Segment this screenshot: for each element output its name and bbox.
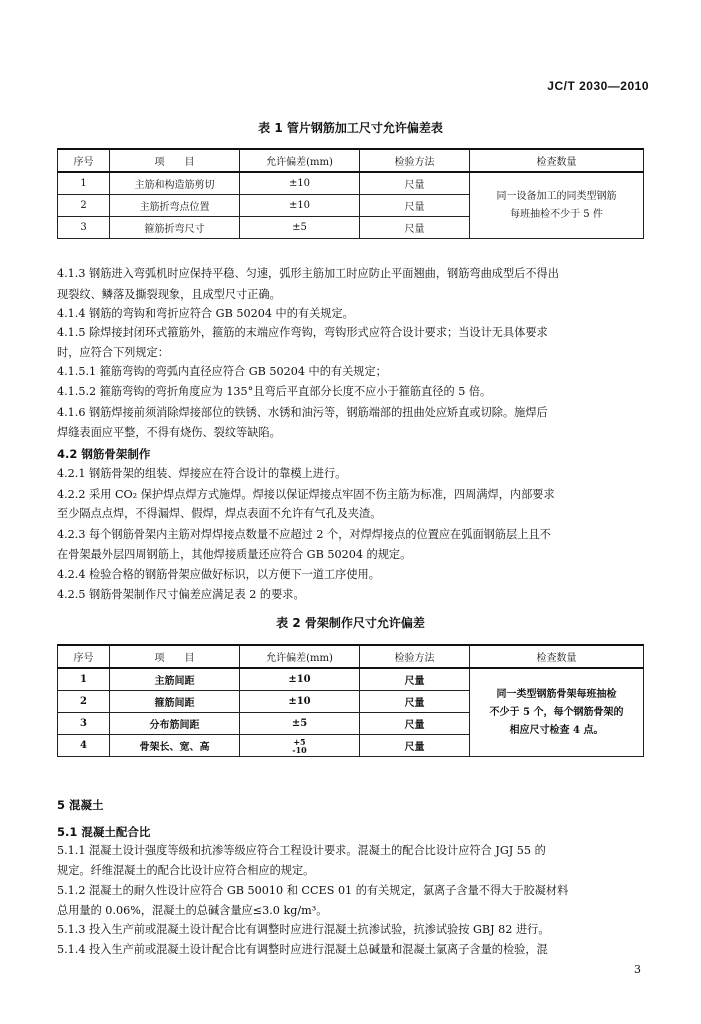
paragraph-line: 4.2.2 采用 CO₂ 保护焊点焊方式施焊。焊接以保证焊接点牢固不伤主筋为标准，四周满焊，内部要求	[57, 488, 555, 501]
paragraph-line: 规定。纤维混凝土的配合比设计应符合相应的规定。	[57, 864, 315, 877]
inspection-note-line: 不少于 5 个，每个钢筋骨架的	[489, 706, 624, 718]
paragraph-line: 4.1.5.2 箍筋弯钩的弯折角度应为 135°且弯后平直部分长度不应小于箍筋直径的 5 倍。	[57, 385, 492, 398]
paragraph-line: 4.1.4 钢筋的弯钩和弯折应符合 GB 50204 中的有关规定。	[57, 307, 354, 320]
paragraph-line: 至少隔点点焊，不得漏焊、假焊，焊点表面不允许有气孔及夹渣。	[57, 507, 382, 520]
tolerance-cell	[240, 735, 360, 757]
table2-header-row	[58, 645, 644, 668]
table-cell: ±10	[240, 172, 360, 195]
table-cell: 分布筋间距	[110, 713, 240, 735]
inspection-note-line: 同一设备加工的同类型钢筋	[496, 190, 617, 202]
paragraph-line: 4.1.5 除焊接封闭环式箍筋外，箍筋的末端应作弯钩，弯钩形式应符合设计要求；当设计无具体要求	[57, 326, 548, 339]
paragraph-line: 5.1.3 投入生产前或混凝土设计配合比有调整时应进行混凝土抗渗试验，抗渗试验按 GBJ 82 进行。	[57, 923, 550, 936]
table-cell: 1	[58, 668, 110, 691]
paragraph-line: 总用量的 0.06%，混凝土的总碱含量应≤3.0 kg/m³。	[57, 904, 328, 917]
paragraph-line: 4.1.3 钢筋进入弯弧机时应保持平稳、匀速，弧形主筋加工时应防止平面翘曲，钢筋弯曲成型后不得出	[57, 267, 559, 280]
table1-header-row	[58, 149, 644, 172]
paragraph-line: 4.1.5.1 箍筋弯钩的弯弧内直径应符合 GB 50204 中的有关规定；	[57, 365, 387, 378]
table-row	[58, 172, 644, 195]
paragraph-line: 5.1.2 混凝土的耐久性设计应符合 GB 50010 和 CCES 01 的有关规定，氯离子含量不得大于胶凝材料	[57, 884, 569, 897]
table-cell: 4	[58, 735, 110, 757]
paragraph-line: 现裂纹、鳞落及撕裂现象，且成型尺寸正确。	[57, 288, 281, 301]
table-cell: 尺量	[360, 713, 470, 735]
table-cell: ±10	[240, 668, 360, 691]
table2-header-cell: 检查数量	[470, 645, 644, 668]
table2-caption: 表 2 骨架制作尺寸允许偏差	[276, 616, 425, 630]
inspection-note-line: 同一类型钢筋骨架每班抽检	[496, 688, 617, 700]
inspection-note-line: 相应尺寸检查 4 点。	[509, 724, 604, 736]
table-cell: 尺量	[360, 195, 470, 217]
table-cell: 主筋折弯点位置	[110, 195, 240, 217]
table-cell: ±10	[240, 691, 360, 713]
table-cell: 尺量	[360, 668, 470, 691]
paragraph-line: 时，应符合下列规定：	[57, 346, 169, 359]
table-cell: 主筋间距	[110, 668, 240, 691]
page-number: 3	[634, 963, 641, 976]
table-cell: 尺量	[360, 735, 470, 757]
document-code: JC/T 2030—2010	[547, 79, 649, 93]
tolerance-upper: +5	[293, 736, 306, 747]
tolerance-lower: -10	[292, 744, 307, 755]
table-cell: 尺量	[360, 172, 470, 195]
table1-header-cell: 检验方法	[360, 149, 470, 172]
table1-header-cell: 项 目	[110, 149, 240, 172]
table-cell: 3	[58, 713, 110, 735]
table-cell: 2	[58, 691, 110, 713]
inspection-quantity-cell	[470, 172, 644, 239]
table1-header-cell: 检查数量	[470, 149, 644, 172]
table-cell: 骨架长、宽、高	[110, 735, 240, 757]
paragraph-line: 焊缝表面应平整，不得有烧伤、裂纹等缺陷。	[57, 426, 281, 439]
table-cell: 尺量	[360, 217, 470, 239]
table2-header-cell: 项 目	[110, 645, 240, 668]
table1-header-cell: 允许偏差(mm)	[240, 149, 360, 172]
inspection-note-line: 每班抽检不少于 5 件	[510, 208, 603, 220]
table2-header-cell: 允许偏差(mm)	[240, 645, 360, 668]
inspection-quantity-cell	[470, 668, 644, 757]
table2-header-cell: 检验方法	[360, 645, 470, 668]
paragraph-line: 4.1.6 钢筋焊接前须消除焊接部位的铁锈、水锈和油污等，钢筋端部的扭曲处应矫直或切除。施焊后	[57, 406, 548, 419]
table-row	[58, 668, 644, 691]
table-cell: 箍筋间距	[110, 691, 240, 713]
table-cell: 2	[58, 195, 110, 217]
table1-header-cell: 序号	[58, 149, 110, 172]
table-cell: 尺量	[360, 691, 470, 713]
paragraph-line: 在骨架最外层四周钢筋上，其他焊接质量还应符合 GB 50204 的规定。	[57, 548, 412, 561]
table-cell: 1	[58, 172, 110, 195]
section-heading: 5 混凝土	[57, 798, 104, 812]
table-cell: 主筋和构造筋剪切	[110, 172, 240, 195]
paragraph-line: 4.2.1 钢筋骨架的组装、焊接应在符合设计的靠模上进行。	[57, 467, 347, 480]
table-cell: 3	[58, 217, 110, 239]
table2	[57, 644, 644, 757]
paragraph-line: 4.2.5 钢筋骨架制作尺寸偏差应满足表 2 的要求。	[57, 588, 305, 601]
table1	[57, 148, 644, 239]
paragraph-line: 5.1.1 混凝土设计强度等级和抗渗等级应符合工程设计要求。混凝土的配合比设计应符合 JGJ 55 的	[57, 844, 546, 857]
table-cell: 箍筋折弯尺寸	[110, 217, 240, 239]
subsection-heading: 5.1 混凝土配合比	[57, 825, 151, 839]
table-cell: ±5	[240, 713, 360, 735]
paragraph-line: 4.2.3 每个钢筋骨架内主筋对焊焊接点数量不应超过 2 个，对焊焊接点的位置应在弧面钢筋层上且不	[57, 528, 551, 541]
paragraph-line: 4.2.4 检验合格的钢筋骨架应做好标识，以方便下一道工序使用。	[57, 568, 380, 581]
section-heading: 4.2 钢筋骨架制作	[57, 447, 151, 461]
tolerance-fraction	[292, 738, 306, 754]
table1-caption: 表 1 管片钢筋加工尺寸允许偏差表	[258, 121, 443, 135]
table2-header-cell: 序号	[58, 645, 110, 668]
table-cell: ±5	[240, 217, 360, 239]
paragraph-line: 5.1.4 投入生产前或混凝土设计配合比有调整时应进行混凝土总碱量和混凝土氯离子含量的检验，混	[57, 943, 548, 956]
table-cell: ±10	[240, 195, 360, 217]
